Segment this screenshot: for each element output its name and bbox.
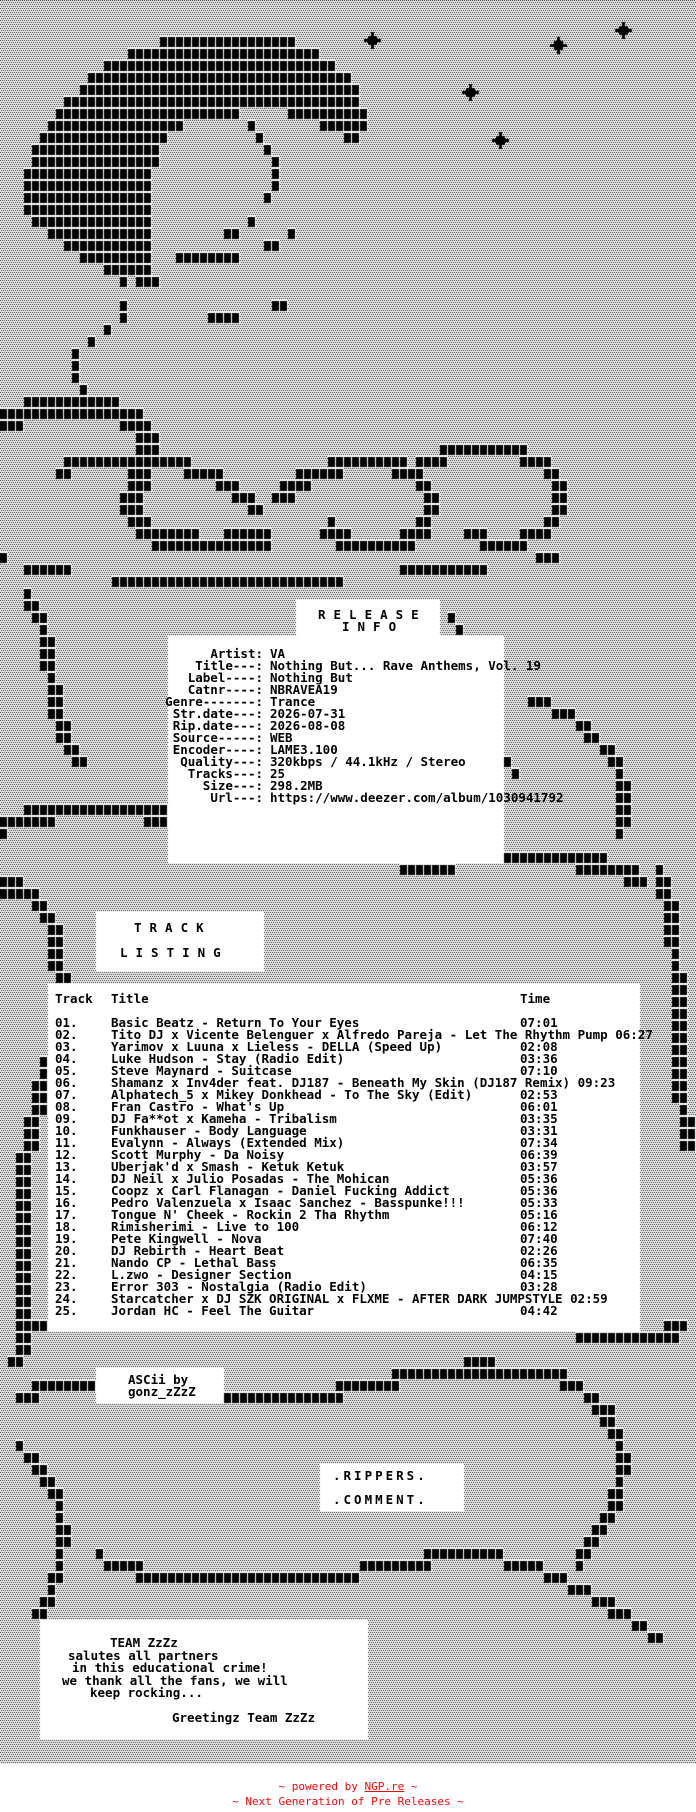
ngp-link[interactable] [365,1780,405,1793]
track-time: 02:08 [520,1039,558,1054]
team-message-line: Greetingz Team ZzZz [172,1710,315,1725]
track-title: L.zwo - Designer Section [111,1267,292,1282]
track-number: 03. [55,1039,78,1054]
release-info-key: Tracks---: [187,766,263,781]
track-time: 03:31 [520,1123,558,1138]
track-number: 09. [55,1111,78,1126]
track-number: 22. [55,1267,78,1282]
release-info-value: Nothing But [270,670,353,685]
release-info-key: Quality---: [180,754,263,769]
track-title: DJ Rebirth - Heart Beat [111,1243,285,1258]
footer-tagline: ~ Next Generation of Pre Releases ~ [232,1795,464,1808]
release-info-value: 298.2MB [270,778,323,793]
release-info-value: 2026-08-08 [270,718,346,733]
track-number: 17. [55,1207,78,1222]
track-number: 19. [55,1231,78,1246]
track-title: Scott Murphy - Da Noisy [111,1147,285,1162]
footer-suffix: ~ [404,1780,418,1793]
col-header-track: Track [55,991,93,1006]
track-title: DJ Fa**ot x Kameha - Tribalism [111,1111,337,1126]
track-title: Yarimov x Luuna x Lieless - DELLA (Speed Up) [111,1039,443,1054]
track-time: 04:15 [520,1267,558,1282]
release-info-value: Nothing But... Rave Anthems, Vol. 19 [270,658,541,673]
rippers-heading-line1: .RIPPERS. [333,1468,428,1483]
track-title: Pete Kingwell - Nova [111,1231,262,1246]
track-number: 05. [55,1063,78,1078]
track-number: 10. [55,1123,78,1138]
track-title: DJ Neil x Julio Posadas - The Mohican [111,1171,390,1186]
track-time: 06:35 [520,1255,558,1270]
track-time: 07:01 [520,1015,558,1030]
track-time: 03:28 [520,1279,558,1294]
track-title: Funkhauser - Body Language [111,1123,307,1138]
track-time: 07:34 [520,1135,558,1150]
track-title: Tito DJ x Vicente Belenguer x Alfredo Pareja - Let The Rhythm Pump 06:27 [111,1027,653,1042]
track-number: 14. [55,1171,78,1186]
footer-prefix: ~ powered by [278,1780,365,1793]
track-time: 05:36 [520,1183,558,1198]
track-title: Uberjak'd x Smash - Ketuk Ketuk [111,1159,345,1174]
track-number: 11. [55,1135,78,1150]
team-message-line: in this educational crime! [72,1660,268,1675]
track-title: Jordan HC - Feel The Guitar [111,1303,315,1318]
release-info-key: Artist: [210,646,263,661]
track-title: Rimisherimi - Live to 100 [111,1219,300,1234]
track-number: 01. [55,1015,78,1030]
track-title: Evalynn - Always (Extended Mix) [111,1135,345,1150]
track-heading-line1: TRACK [134,920,212,935]
track-title: Tongue N' Cheek - Rockin 2 Tha Rhythm [111,1207,390,1222]
team-message-line: TEAM ZzZz [110,1635,178,1650]
track-time: 06:12 [520,1219,558,1234]
track-number: 06. [55,1075,78,1090]
track-time: 04:42 [520,1303,558,1318]
track-time: 06:01 [520,1099,558,1114]
track-number: 12. [55,1147,78,1162]
release-info-value: VA [270,646,286,661]
track-title: Error 303 - Nostalgia (Radio Edit) [111,1279,367,1294]
track-time: 05:36 [520,1171,558,1186]
credits-line1: ASCii by [128,1372,189,1387]
track-time: 03:57 [520,1159,558,1174]
track-time: 02:53 [520,1087,558,1102]
track-title: Alphatech_5 x Mikey Donkhead - To The Sky (Edit) [111,1087,473,1102]
track-number: 23. [55,1279,78,1294]
credits-line2: gonz_zZzZ [128,1384,196,1399]
track-number: 07. [55,1087,78,1102]
rippers-heading-line2: .COMMENT. [333,1492,428,1507]
release-info-value: LAME3.100 [270,742,338,757]
track-number: 16. [55,1195,78,1210]
release-info-key: Url---: [210,790,263,805]
team-message-line: we thank all the fans, we will [62,1672,288,1688]
track-time: 03:36 [520,1051,558,1066]
track-title: Starcatcher x DJ SZK ORIGINAL x FLXME - AFTER DARK JUMPSTYLE 02:59 [111,1291,608,1306]
track-number: 08. [55,1099,78,1114]
release-info-value: 25 [270,766,286,781]
release-info-key: Size---: [202,778,263,793]
release-info-key: Catnr----: [187,682,263,697]
track-number: 02. [55,1027,78,1042]
release-info-value: Trance [270,694,316,709]
ngp-link-label: NGP.re [364,1780,405,1793]
track-title: Fran Castro - What's Up [111,1099,285,1114]
track-time: 05:16 [520,1207,558,1222]
track-number: 15. [55,1183,78,1198]
track-title: Steve Maynard - Suitcase [111,1063,292,1078]
release-heading-line1: RELEASE [318,607,427,622]
track-title: Luke Hudson - Stay (Radio Edit) [111,1051,345,1066]
track-time: 05:33 [520,1195,558,1210]
track-number: 20. [55,1243,78,1258]
release-info-value: 2026-07-31 [270,706,346,721]
release-info-key: Encoder----: [172,742,263,757]
track-number: 25. [55,1303,78,1318]
team-message-line: keep rocking... [90,1685,203,1700]
release-info-key: Rip.date---: [172,718,263,733]
release-heading-line2: INFO [342,619,405,634]
track-title: Coopz x Carl Flanagan - Daniel Fucking Addict [111,1183,450,1198]
release-info-value: NBRAVEA19 [270,682,338,697]
track-number: 18. [55,1219,78,1234]
track-time: 02:26 [520,1243,558,1258]
track-title: Basic Beatz - Return To Your Eyes [111,1015,360,1030]
track-number: 21. [55,1255,78,1270]
team-message-line: salutes all partners [68,1647,219,1663]
release-info-value: 320kbps / 44.1kHz / Stereo [270,754,466,769]
footer-powered-by [0,1780,696,1793]
release-info-key: Str.date---: [172,706,263,721]
release-info-key: Genre-------: [165,694,263,709]
track-title: Shamanz x Inv4der feat. DJ187 - Beneath My Skin (DJ187 Remix) 09:23 [111,1075,616,1090]
track-number: 13. [55,1159,78,1174]
track-title: Nando CP - Lethal Bass [111,1255,277,1270]
release-info-key: Source-----: [172,730,263,745]
track-time: 06:39 [520,1147,558,1162]
track-number: 24. [55,1291,78,1306]
track-time: 03:35 [520,1111,558,1126]
col-header-title: Title [111,991,149,1006]
col-header-time: Time [520,991,551,1006]
track-number: 04. [55,1051,78,1066]
track-heading-line2: LISTING [120,945,229,960]
release-info-value[interactable]: https://www.deezer.com/album/1030941792 [270,790,564,805]
track-time: 07:10 [520,1063,558,1078]
track-title: Pedro Valenzuela x Isaac Sanchez - Basspunke!!! [111,1195,465,1210]
release-info-key: Label----: [187,670,263,685]
release-info-key: Title---: [195,658,263,673]
release-info-value: WEB [270,730,293,745]
track-time: 07:40 [520,1231,558,1246]
